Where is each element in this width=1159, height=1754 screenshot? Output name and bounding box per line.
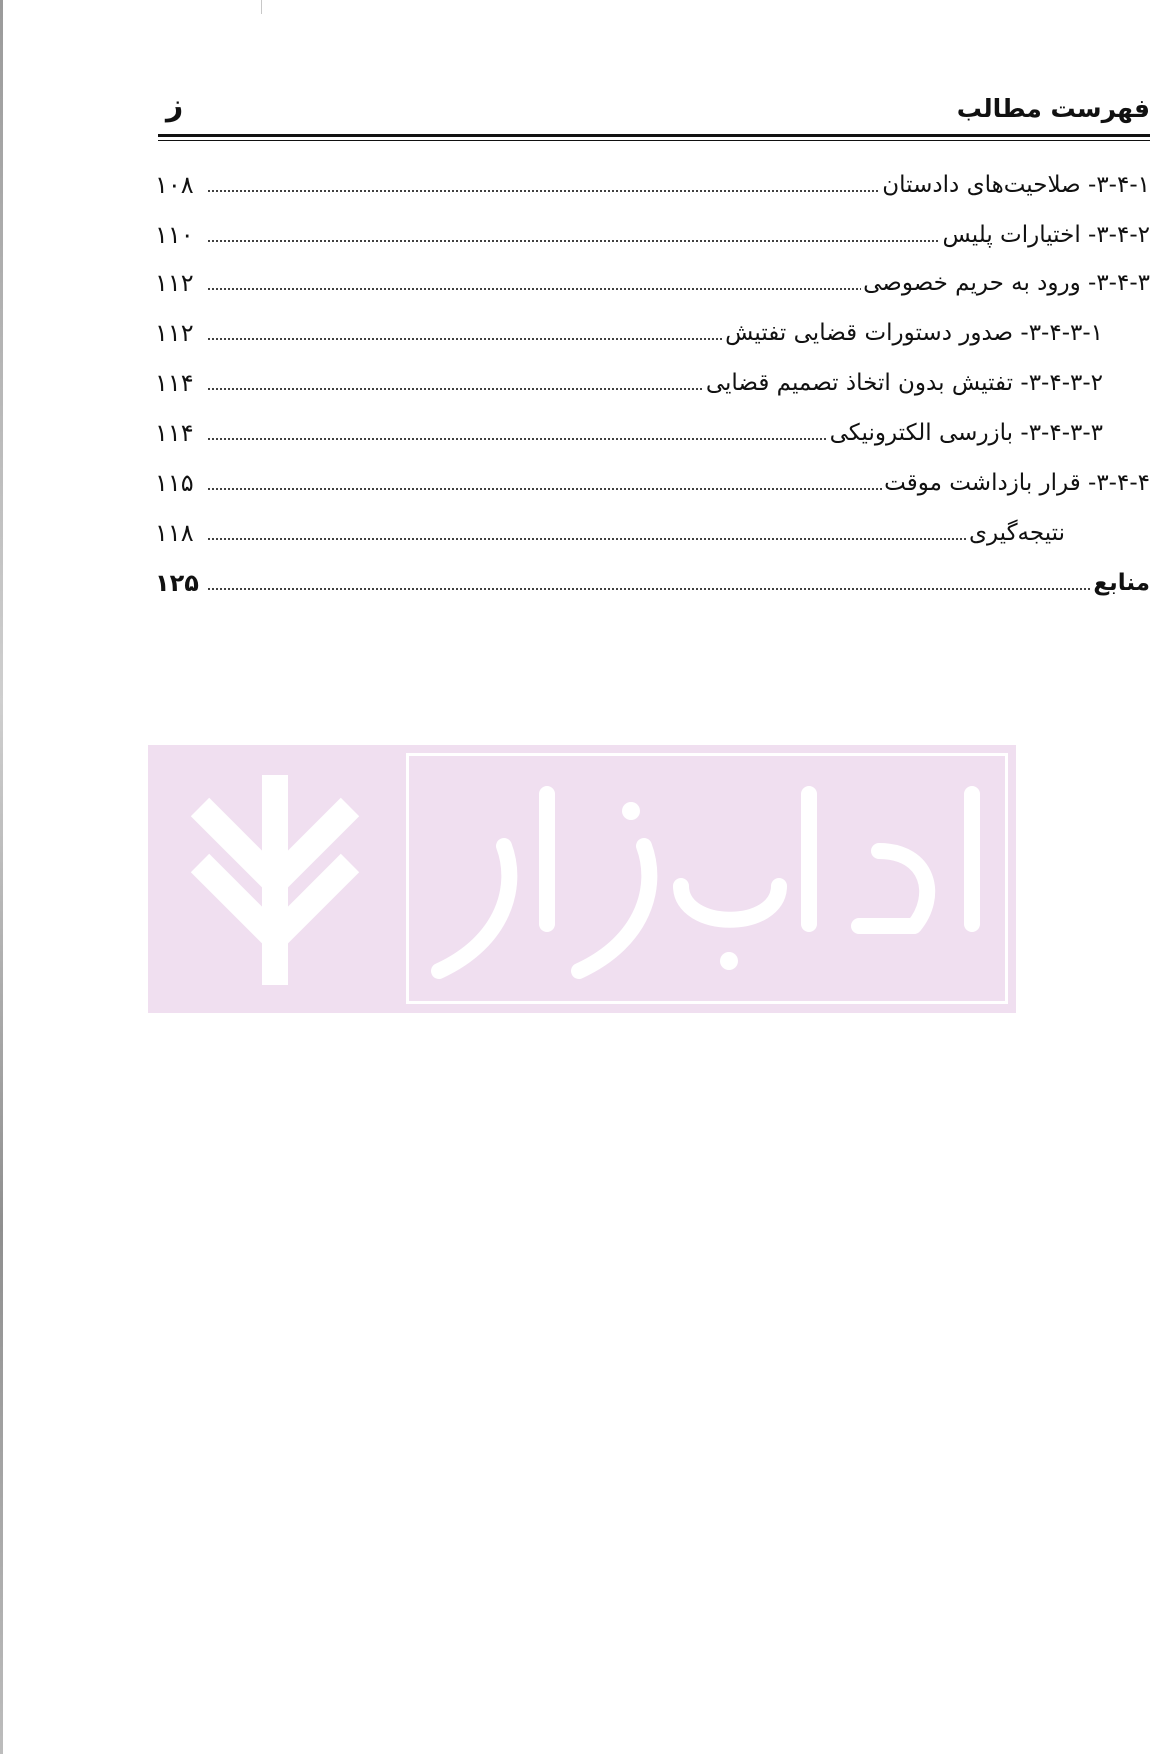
page-number: ز (166, 88, 184, 123)
scan-mark (261, 0, 262, 14)
page-title: فهرست مطالب (956, 94, 1150, 123)
toc-page-number: ۱۲۵ (155, 569, 199, 597)
toc-entry-label: منابع (1093, 570, 1150, 596)
dot-leader (207, 537, 967, 541)
toc-entry-label: ۳-۴-۳-۱- صدور دستورات قضایی تفتیش (725, 320, 1103, 346)
dot-leader (207, 437, 828, 441)
toc-entry[interactable] (155, 508, 1065, 548)
toc-page-number: ۱۱۲ (155, 319, 194, 347)
toc-entry[interactable] (155, 408, 1103, 448)
page-header (158, 86, 1150, 126)
toc-entry-label: ۳-۴-۳-۳- بازرسی الکترونیکی (829, 420, 1103, 446)
header-rule-thin (158, 140, 1150, 141)
dot-leader (207, 287, 861, 291)
toc-entry-label: نتیجه‌گیری (968, 520, 1065, 546)
toc-entry[interactable] (155, 558, 1150, 598)
dadbazar-wordmark-icon (409, 756, 1011, 1007)
toc-page-number: ۱۱۴ (155, 419, 194, 447)
toc-entry[interactable] (155, 308, 1103, 348)
toc-page-number: ۱۱۵ (155, 469, 194, 497)
toc-entry-label: ۳-۴-۳-۲- تفتیش بدون اتخاذ تصمیم قضایی (705, 370, 1103, 396)
dot-leader (207, 587, 1091, 591)
watermark (148, 745, 1016, 1013)
dot-leader (207, 239, 940, 243)
toc-page-number: ۱۰۸ (155, 171, 194, 199)
dot-leader (207, 487, 882, 491)
toc-entry-label: ۳-۴-۳- ورود به حریم خصوصی (863, 270, 1150, 296)
toc-entry-label: ۳-۴-۲- اختیارات پلیس (942, 222, 1150, 248)
dot-leader (207, 337, 723, 341)
toc-page-number: ۱۱۸ (155, 519, 194, 547)
toc-page-number: ۱۱۲ (155, 269, 194, 297)
dot-leader (207, 387, 704, 391)
toc-entry[interactable] (155, 258, 1150, 298)
toc-entry[interactable] (155, 210, 1150, 250)
page-edge-shadow (0, 0, 3, 1754)
toc-page-number: ۱۱۰ (155, 221, 194, 249)
dadbazar-logo-icon (148, 745, 403, 1013)
toc-page-number: ۱۱۴ (155, 369, 194, 397)
dot-leader (207, 189, 880, 193)
toc-entry-label: ۳-۴-۱- صلاحیت‌های دادستان (882, 172, 1150, 198)
header-rule (158, 134, 1150, 137)
toc-entry-label: ۳-۴-۴- قرار بازداشت موقت (884, 470, 1150, 496)
toc-entry[interactable] (155, 358, 1103, 398)
toc-entry[interactable] (155, 160, 1150, 200)
toc-entry[interactable] (155, 458, 1150, 498)
watermark-wordmark (406, 753, 1008, 1004)
